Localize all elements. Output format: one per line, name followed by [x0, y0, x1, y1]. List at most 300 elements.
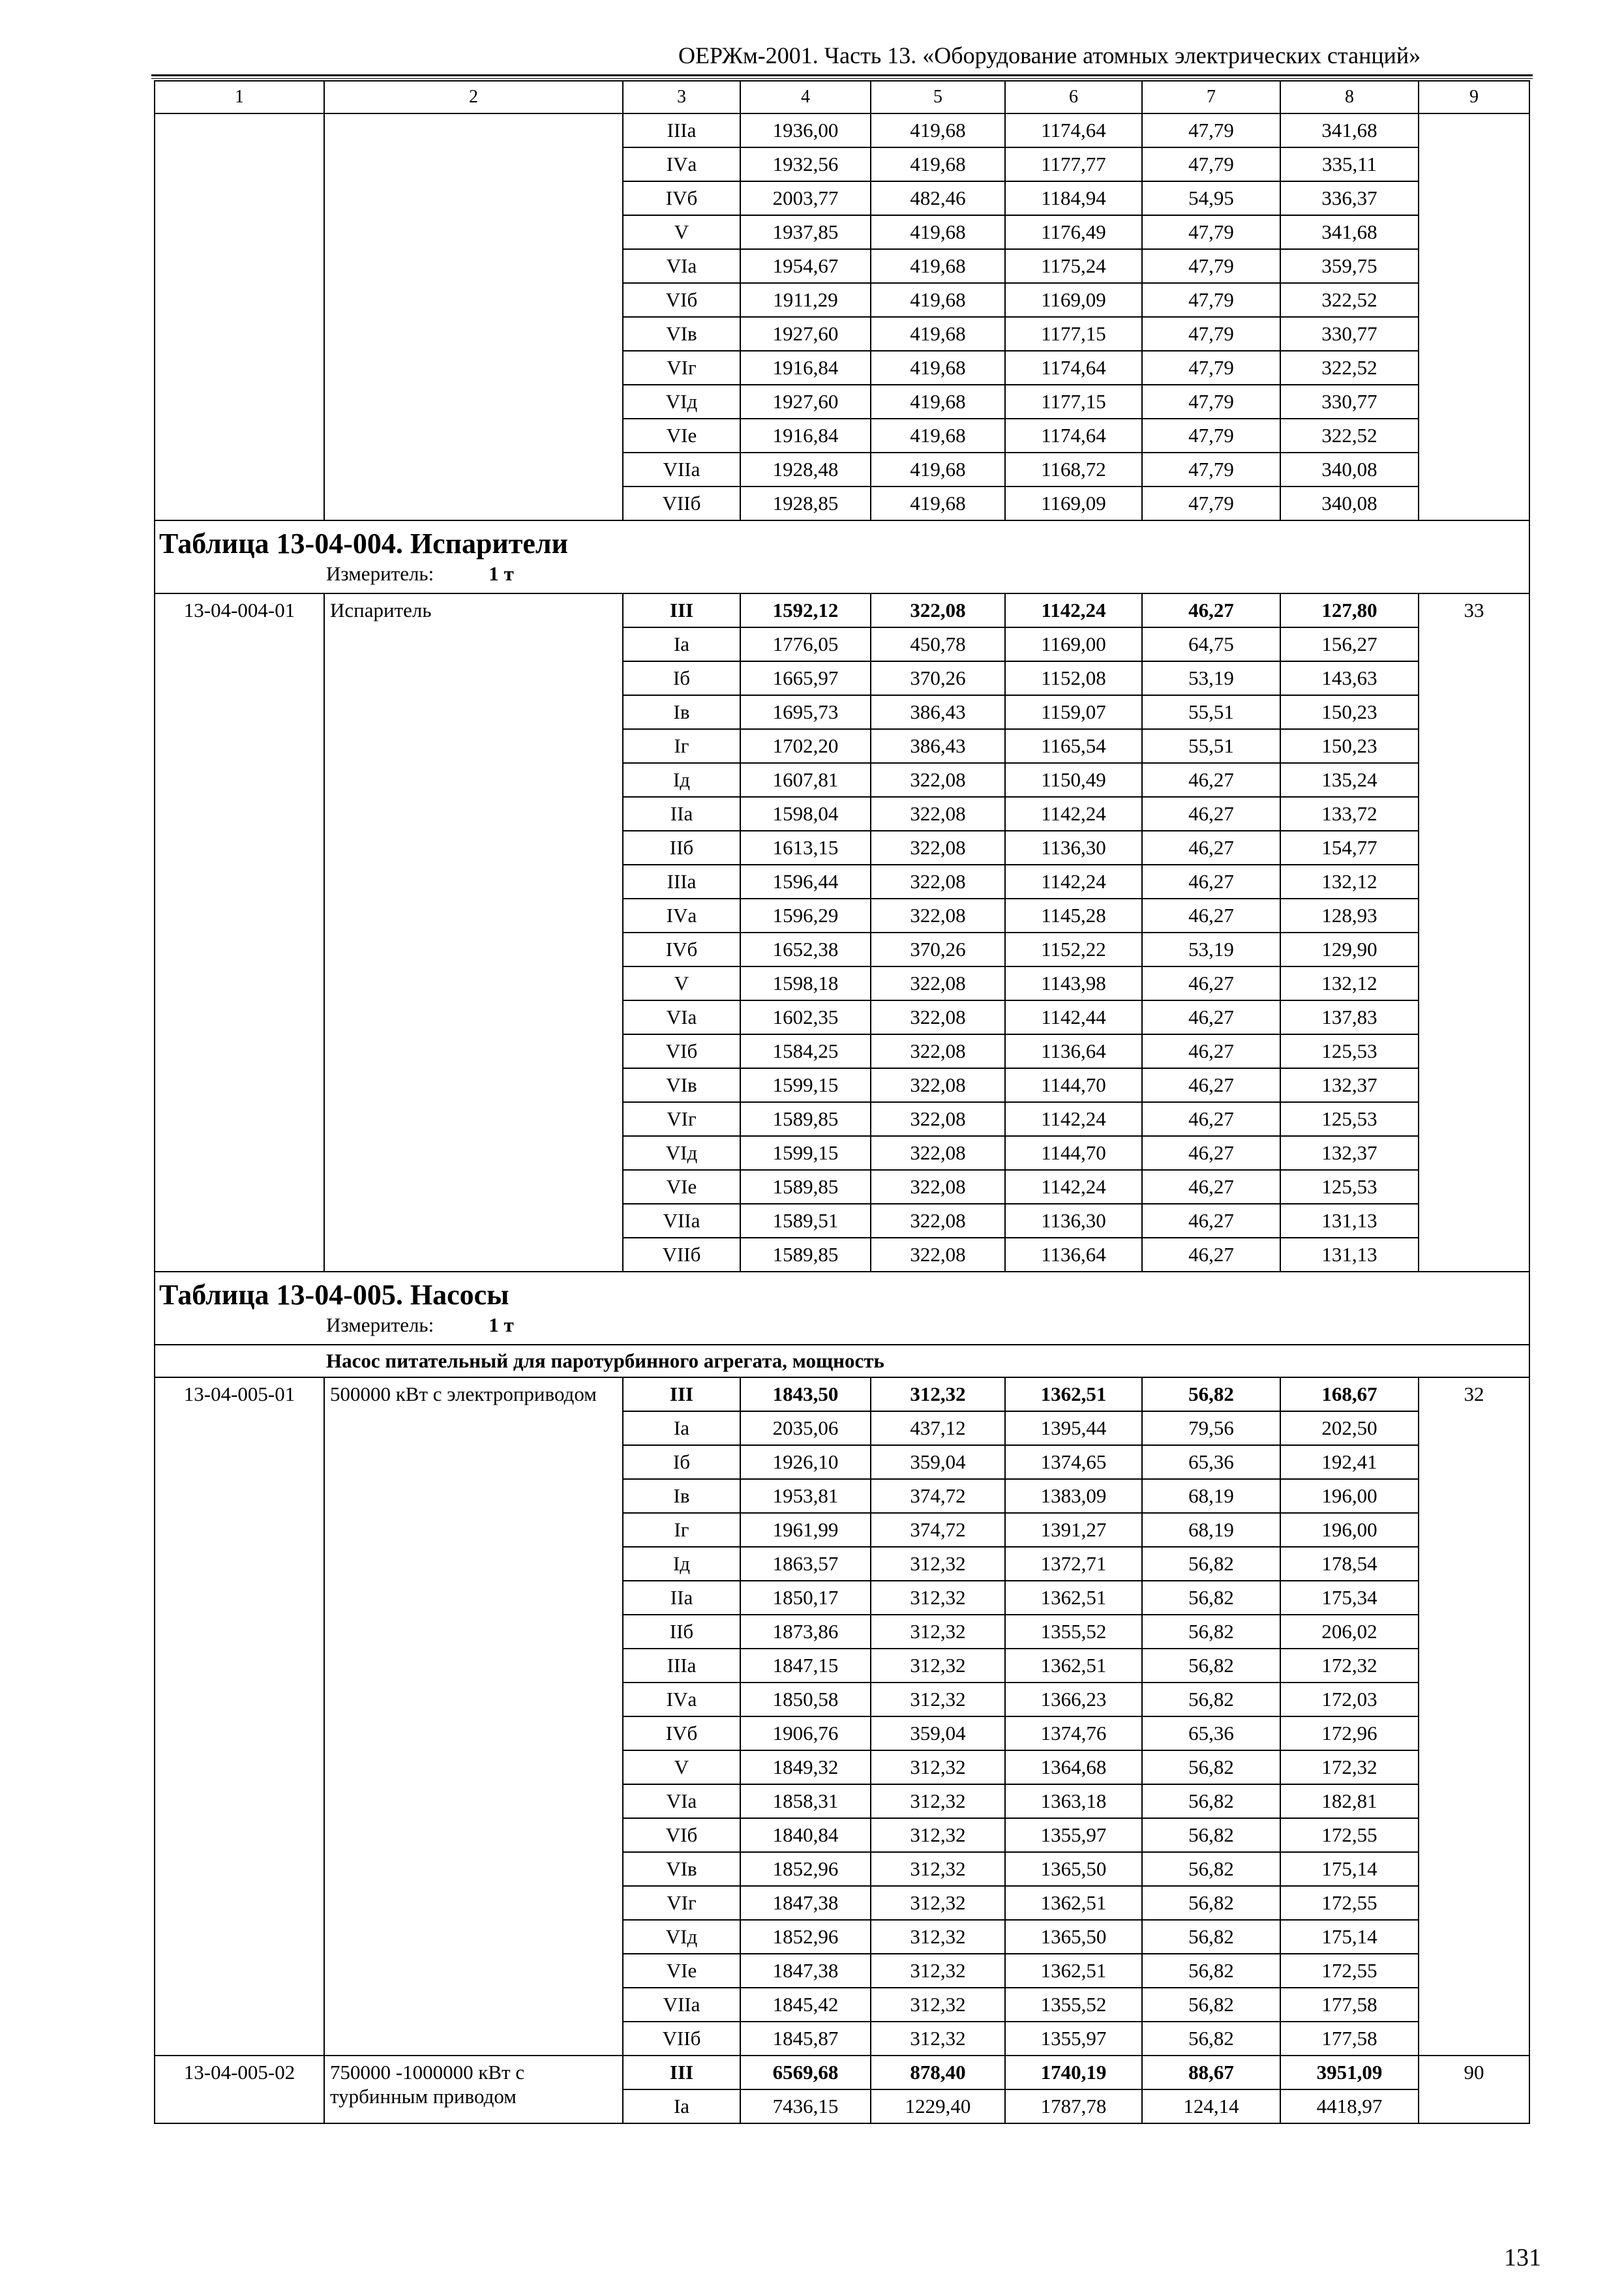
labor-wages: 419,68: [871, 385, 1005, 419]
machine-operation: 1383,09: [1005, 1479, 1142, 1513]
item-name: Испаритель: [324, 593, 623, 1272]
zone-code: V: [623, 1750, 740, 1784]
zone-code: VIе: [623, 419, 740, 453]
labor-wages: 482,46: [871, 181, 1005, 215]
materials: 172,55: [1280, 1818, 1419, 1852]
machine-operation: 1355,52: [1005, 1615, 1142, 1649]
materials: 131,13: [1280, 1204, 1419, 1238]
direct-costs: 1954,67: [740, 249, 871, 283]
labor-wages: 419,68: [871, 249, 1005, 283]
direct-costs: 1847,38: [740, 1954, 871, 1988]
materials: 4418,97: [1280, 2089, 1419, 2123]
machinist-wages: 46,27: [1142, 763, 1280, 797]
labor-wages: 322,08: [871, 1136, 1005, 1170]
labor-wages: 322,08: [871, 1068, 1005, 1102]
materials: 177,58: [1280, 2022, 1419, 2056]
materials: 335,11: [1280, 147, 1419, 181]
direct-costs: 1589,85: [740, 1102, 871, 1136]
direct-costs: 1932,56: [740, 147, 871, 181]
item-name: 500000 кВт с электроприводом: [324, 1377, 623, 2056]
zone-code: VIIб: [623, 2022, 740, 2056]
zone-code: IVа: [623, 147, 740, 181]
machine-operation: 1175,24: [1005, 249, 1142, 283]
labor-wages: 322,08: [871, 1000, 1005, 1034]
zone-code: III: [623, 593, 740, 627]
machine-operation: 1142,24: [1005, 865, 1142, 899]
direct-costs: 1937,85: [740, 215, 871, 249]
zone-code: VIIа: [623, 453, 740, 486]
machine-operation: 1177,77: [1005, 147, 1142, 181]
machine-operation: 1169,09: [1005, 486, 1142, 520]
machinist-wages: 56,82: [1142, 1954, 1280, 1988]
zone-code: IIIа: [623, 1649, 740, 1683]
machine-operation: 1184,94: [1005, 181, 1142, 215]
labor-wages: 312,32: [871, 1547, 1005, 1581]
materials: 132,37: [1280, 1136, 1419, 1170]
labor-wages: 419,68: [871, 113, 1005, 147]
zone-code: VIд: [623, 1920, 740, 1954]
zone-code: Iг: [623, 1513, 740, 1547]
machinist-wages: 46,27: [1142, 1068, 1280, 1102]
machine-operation: 1355,97: [1005, 2022, 1142, 2056]
direct-costs: 1652,38: [740, 933, 871, 966]
direct-costs: 2003,77: [740, 181, 871, 215]
machine-operation: 1174,64: [1005, 113, 1142, 147]
table-005-title-row: [155, 1272, 1529, 1313]
zone-code: Iб: [623, 1445, 740, 1479]
zone-code: IIа: [623, 1581, 740, 1615]
materials: 322,52: [1280, 283, 1419, 317]
labor-wages: 419,68: [871, 486, 1005, 520]
item-code: [155, 113, 324, 520]
direct-costs: 1911,29: [740, 283, 871, 317]
direct-costs: 1695,73: [740, 695, 871, 729]
machinist-wages: 88,67: [1142, 2056, 1280, 2089]
col-number: 5: [871, 81, 1005, 113]
table-row: [155, 593, 1529, 627]
direct-costs: 1592,12: [740, 593, 871, 627]
direct-costs: 1926,10: [740, 1445, 871, 1479]
direct-costs: 2035,06: [740, 1411, 871, 1445]
zone-code: VIв: [623, 317, 740, 351]
machinist-wages: 56,82: [1142, 1784, 1280, 1818]
direct-costs: 1953,81: [740, 1479, 871, 1513]
machine-operation: 1174,64: [1005, 419, 1142, 453]
zone-code: VIг: [623, 1102, 740, 1136]
machine-operation: 1177,15: [1005, 317, 1142, 351]
machine-operation: 1136,30: [1005, 1204, 1142, 1238]
zone-code: Iв: [623, 1479, 740, 1513]
materials: 196,00: [1280, 1479, 1419, 1513]
direct-costs: 1961,99: [740, 1513, 871, 1547]
direct-costs: 1596,44: [740, 865, 871, 899]
machinist-wages: 56,82: [1142, 1920, 1280, 1954]
direct-costs: 1849,32: [740, 1750, 871, 1784]
item-code: 13-04-005-01: [155, 1377, 324, 2056]
direct-costs: 1596,29: [740, 899, 871, 933]
zone-code: Iа: [623, 1411, 740, 1445]
measure-label: Измеритель:: [326, 562, 434, 585]
materials: 168,67: [1280, 1377, 1419, 1411]
machinist-wages: 47,79: [1142, 113, 1280, 147]
direct-costs: 1845,87: [740, 2022, 871, 2056]
machine-operation: 1362,51: [1005, 1649, 1142, 1683]
machinist-wages: 54,95: [1142, 181, 1280, 215]
materials: 172,96: [1280, 1716, 1419, 1750]
machinist-wages: 46,27: [1142, 865, 1280, 899]
labor-wages: 312,32: [871, 1615, 1005, 1649]
page-number: 131: [1504, 2244, 1541, 2271]
direct-costs: 1599,15: [740, 1068, 871, 1102]
zone-code: IIб: [623, 831, 740, 865]
direct-costs: 1599,15: [740, 1136, 871, 1170]
labor-wages: 419,68: [871, 317, 1005, 351]
zone-code: Iв: [623, 695, 740, 729]
materials: 175,34: [1280, 1581, 1419, 1615]
col-number: 3: [623, 81, 740, 113]
materials: 127,80: [1280, 593, 1419, 627]
materials: 172,32: [1280, 1750, 1419, 1784]
machinist-wages: 47,79: [1142, 351, 1280, 385]
direct-costs: 1665,97: [740, 661, 871, 695]
zone-code: VIв: [623, 1852, 740, 1886]
labor-wages: 322,08: [871, 1034, 1005, 1068]
machinist-wages: 46,27: [1142, 593, 1280, 627]
machinist-wages: 56,82: [1142, 1377, 1280, 1411]
machinist-wages: 56,82: [1142, 1988, 1280, 2022]
subheading: Насос питательный для паротурбинного агрегата, мощность: [155, 1345, 1529, 1377]
machinist-wages: 55,51: [1142, 695, 1280, 729]
machinist-wages: 46,27: [1142, 797, 1280, 831]
materials: 125,53: [1280, 1170, 1419, 1204]
machine-operation: 1363,18: [1005, 1784, 1142, 1818]
labor-wages: 322,08: [871, 831, 1005, 865]
zone-code: VIа: [623, 1784, 740, 1818]
labor-wages: 312,32: [871, 1581, 1005, 1615]
labor-wages: 374,72: [871, 1479, 1005, 1513]
materials: 172,32: [1280, 1649, 1419, 1683]
machinist-wages: 46,27: [1142, 899, 1280, 933]
labor-wages: 322,08: [871, 593, 1005, 627]
machine-operation: 1142,44: [1005, 1000, 1142, 1034]
labor-hours: 32: [1419, 1377, 1529, 2056]
labor-wages: 312,32: [871, 1886, 1005, 1920]
table-body: [155, 81, 1529, 2123]
machine-operation: 1374,65: [1005, 1445, 1142, 1479]
item-code: 13-04-004-01: [155, 593, 324, 1272]
item-name: 750000 -1000000 кВт с турбинным приводом: [324, 2056, 623, 2123]
machine-operation: 1136,30: [1005, 831, 1142, 865]
header-rule: [151, 74, 1533, 76]
col-number: 1: [155, 81, 324, 113]
machine-operation: 1168,72: [1005, 453, 1142, 486]
zone-code: VIIб: [623, 486, 740, 520]
materials: 150,23: [1280, 729, 1419, 763]
labor-wages: 450,78: [871, 627, 1005, 661]
labor-wages: 878,40: [871, 2056, 1005, 2089]
labor-wages: 312,32: [871, 1818, 1005, 1852]
labor-wages: 312,32: [871, 1920, 1005, 1954]
machine-operation: 1787,78: [1005, 2089, 1142, 2123]
measure: [155, 561, 1529, 593]
materials: 129,90: [1280, 933, 1419, 966]
labor-wages: 419,68: [871, 453, 1005, 486]
col-number: 4: [740, 81, 871, 113]
machinist-wages: 56,82: [1142, 1750, 1280, 1784]
direct-costs: 6569,68: [740, 2056, 871, 2089]
machinist-wages: 65,36: [1142, 1445, 1280, 1479]
direct-costs: 1847,15: [740, 1649, 871, 1683]
materials: 340,08: [1280, 453, 1419, 486]
materials: 192,41: [1280, 1445, 1419, 1479]
labor-wages: 312,32: [871, 1377, 1005, 1411]
machine-operation: 1174,64: [1005, 351, 1142, 385]
materials: 133,72: [1280, 797, 1419, 831]
machinist-wages: 47,79: [1142, 419, 1280, 453]
header-rule-thin: [151, 78, 1533, 79]
zone-code: Iб: [623, 661, 740, 695]
machine-operation: 1144,70: [1005, 1136, 1142, 1170]
machinist-wages: 56,82: [1142, 1615, 1280, 1649]
materials: 359,75: [1280, 249, 1419, 283]
labor-wages: 322,08: [871, 1102, 1005, 1136]
zone-code: IIб: [623, 1615, 740, 1649]
machine-operation: 1136,64: [1005, 1238, 1142, 1272]
running-title: ОЕРЖм-2001. Часть 13. «Оборудование атомных электрических станций»: [678, 42, 1421, 68]
labor-hours: 90: [1419, 2056, 1529, 2123]
materials: 182,81: [1280, 1784, 1419, 1818]
materials: 3951,09: [1280, 2056, 1419, 2089]
labor-wages: 312,32: [871, 1784, 1005, 1818]
machine-operation: 1740,19: [1005, 2056, 1142, 2089]
labor-wages: 370,26: [871, 933, 1005, 966]
col-number: 7: [1142, 81, 1280, 113]
labor-wages: 359,04: [871, 1716, 1005, 1750]
direct-costs: 1852,96: [740, 1852, 871, 1886]
zone-code: VIIа: [623, 1988, 740, 2022]
materials: 330,77: [1280, 385, 1419, 419]
direct-costs: 1702,20: [740, 729, 871, 763]
materials: 178,54: [1280, 1547, 1419, 1581]
zone-code: VIб: [623, 283, 740, 317]
materials: 132,12: [1280, 865, 1419, 899]
labor-wages: 374,72: [871, 1513, 1005, 1547]
labor-wages: 312,32: [871, 1954, 1005, 1988]
direct-costs: 1916,84: [740, 351, 871, 385]
machine-operation: 1144,70: [1005, 1068, 1142, 1102]
zone-code: VIIб: [623, 1238, 740, 1272]
direct-costs: 1927,60: [740, 317, 871, 351]
materials: 125,53: [1280, 1102, 1419, 1136]
machinist-wages: 46,27: [1142, 1170, 1280, 1204]
materials: 125,53: [1280, 1034, 1419, 1068]
table-005-title: Таблица 13-04-005. Насосы: [155, 1272, 1529, 1313]
direct-costs: 1845,42: [740, 1988, 871, 2022]
direct-costs: 1936,00: [740, 113, 871, 147]
machinist-wages: 53,19: [1142, 661, 1280, 695]
labor-wages: 419,68: [871, 215, 1005, 249]
machine-operation: 1142,24: [1005, 797, 1142, 831]
zone-code: VIб: [623, 1818, 740, 1852]
materials: 202,50: [1280, 1411, 1419, 1445]
zone-code: VIIа: [623, 1204, 740, 1238]
machine-operation: 1366,23: [1005, 1683, 1142, 1716]
labor-wages: 386,43: [871, 729, 1005, 763]
zone-code: VIг: [623, 1886, 740, 1920]
zone-code: III: [623, 1377, 740, 1411]
zone-code: IIIа: [623, 113, 740, 147]
table-row: [155, 1377, 1529, 1411]
direct-costs: 1850,58: [740, 1683, 871, 1716]
materials: 206,02: [1280, 1615, 1419, 1649]
materials: 322,52: [1280, 351, 1419, 385]
direct-costs: 1584,25: [740, 1034, 871, 1068]
direct-costs: 1928,85: [740, 486, 871, 520]
materials: 330,77: [1280, 317, 1419, 351]
machinist-wages: 46,27: [1142, 1000, 1280, 1034]
table-row: [155, 113, 1529, 147]
materials: 177,58: [1280, 1988, 1419, 2022]
item-code: 13-04-005-02: [155, 2056, 324, 2123]
col-number: 2: [324, 81, 623, 113]
zone-code: VIб: [623, 1034, 740, 1068]
labor-wages: 419,68: [871, 147, 1005, 181]
col-number: 9: [1419, 81, 1529, 113]
machinist-wages: 64,75: [1142, 627, 1280, 661]
labor-wages: 312,32: [871, 1988, 1005, 2022]
materials: 336,37: [1280, 181, 1419, 215]
machinist-wages: 56,82: [1142, 1886, 1280, 1920]
table-005-measure-row: [155, 1313, 1529, 1345]
labor-wages: 419,68: [871, 283, 1005, 317]
zone-code: VIа: [623, 1000, 740, 1034]
subheading-row: [155, 1345, 1529, 1377]
direct-costs: 1873,86: [740, 1615, 871, 1649]
machinist-wages: 65,36: [1142, 1716, 1280, 1750]
machinist-wages: 56,82: [1142, 1649, 1280, 1683]
zone-code: IVа: [623, 1683, 740, 1716]
machinist-wages: 56,82: [1142, 1818, 1280, 1852]
materials: 172,03: [1280, 1683, 1419, 1716]
zone-code: Iа: [623, 627, 740, 661]
zone-code: IIа: [623, 797, 740, 831]
direct-costs: 1598,18: [740, 966, 871, 1000]
direct-costs: 1589,51: [740, 1204, 871, 1238]
labor-wages: 370,26: [871, 661, 1005, 695]
direct-costs: 1906,76: [740, 1716, 871, 1750]
materials: 196,00: [1280, 1513, 1419, 1547]
direct-costs: 1928,48: [740, 453, 871, 486]
materials: 143,63: [1280, 661, 1419, 695]
machinist-wages: 56,82: [1142, 2022, 1280, 2056]
zone-code: IIIа: [623, 865, 740, 899]
direct-costs: 1927,60: [740, 385, 871, 419]
labor-wages: 1229,40: [871, 2089, 1005, 2123]
table-row: [155, 2056, 1529, 2089]
machine-operation: 1176,49: [1005, 215, 1142, 249]
machinist-wages: 47,79: [1142, 317, 1280, 351]
direct-costs: 1852,96: [740, 1920, 871, 1954]
direct-costs: 1858,31: [740, 1784, 871, 1818]
column-number-row: [155, 81, 1529, 113]
materials: 135,24: [1280, 763, 1419, 797]
machinist-wages: 55,51: [1142, 729, 1280, 763]
materials: 156,27: [1280, 627, 1419, 661]
machine-operation: 1395,44: [1005, 1411, 1142, 1445]
machine-operation: 1165,54: [1005, 729, 1142, 763]
machinist-wages: 56,82: [1142, 1547, 1280, 1581]
zone-code: VIв: [623, 1068, 740, 1102]
materials: 154,77: [1280, 831, 1419, 865]
direct-costs: 1843,50: [740, 1377, 871, 1411]
direct-costs: 1847,38: [740, 1886, 871, 1920]
direct-costs: 1613,15: [740, 831, 871, 865]
zone-code: VIг: [623, 351, 740, 385]
table-004-title: Таблица 13-04-004. Испарители: [155, 520, 1529, 561]
materials: 137,83: [1280, 1000, 1419, 1034]
machinist-wages: 53,19: [1142, 933, 1280, 966]
machinist-wages: 46,27: [1142, 1136, 1280, 1170]
machinist-wages: 124,14: [1142, 2089, 1280, 2123]
zone-code: Iг: [623, 729, 740, 763]
materials: 150,23: [1280, 695, 1419, 729]
direct-costs: 1602,35: [740, 1000, 871, 1034]
machine-operation: 1365,50: [1005, 1852, 1142, 1886]
direct-costs: 1863,57: [740, 1547, 871, 1581]
direct-costs: 7436,15: [740, 2089, 871, 2123]
machine-operation: 1142,24: [1005, 1170, 1142, 1204]
direct-costs: 1598,04: [740, 797, 871, 831]
materials: 132,37: [1280, 1068, 1419, 1102]
machine-operation: 1159,07: [1005, 695, 1142, 729]
machine-operation: 1142,24: [1005, 593, 1142, 627]
materials: 132,12: [1280, 966, 1419, 1000]
materials: 341,68: [1280, 113, 1419, 147]
labor-wages: 322,08: [871, 865, 1005, 899]
labor-wages: 322,08: [871, 1170, 1005, 1204]
machinist-wages: 47,79: [1142, 215, 1280, 249]
labor-wages: 359,04: [871, 1445, 1005, 1479]
machine-operation: 1355,97: [1005, 1818, 1142, 1852]
labor-wages: 386,43: [871, 695, 1005, 729]
machinist-wages: 56,82: [1142, 1683, 1280, 1716]
labor-wages: 322,08: [871, 763, 1005, 797]
machine-operation: 1152,08: [1005, 661, 1142, 695]
machine-operation: 1391,27: [1005, 1513, 1142, 1547]
machine-operation: 1374,76: [1005, 1716, 1142, 1750]
machine-operation: 1145,28: [1005, 899, 1142, 933]
direct-costs: 1776,05: [740, 627, 871, 661]
machine-operation: 1136,64: [1005, 1034, 1142, 1068]
materials: 128,93: [1280, 899, 1419, 933]
direct-costs: 1840,84: [740, 1818, 871, 1852]
labor-wages: 322,08: [871, 966, 1005, 1000]
labor-wages: 419,68: [871, 419, 1005, 453]
machinist-wages: 68,19: [1142, 1513, 1280, 1547]
labor-wages: 419,68: [871, 351, 1005, 385]
machine-operation: 1169,09: [1005, 283, 1142, 317]
materials: 341,68: [1280, 215, 1419, 249]
labor-wages: 437,12: [871, 1411, 1005, 1445]
machine-operation: 1362,51: [1005, 1954, 1142, 1988]
machine-operation: 1365,50: [1005, 1920, 1142, 1954]
labor-wages: 322,08: [871, 797, 1005, 831]
machinist-wages: 47,79: [1142, 453, 1280, 486]
zone-code: VIе: [623, 1954, 740, 1988]
machine-operation: 1177,15: [1005, 385, 1142, 419]
machinist-wages: 47,79: [1142, 486, 1280, 520]
zone-code: V: [623, 215, 740, 249]
